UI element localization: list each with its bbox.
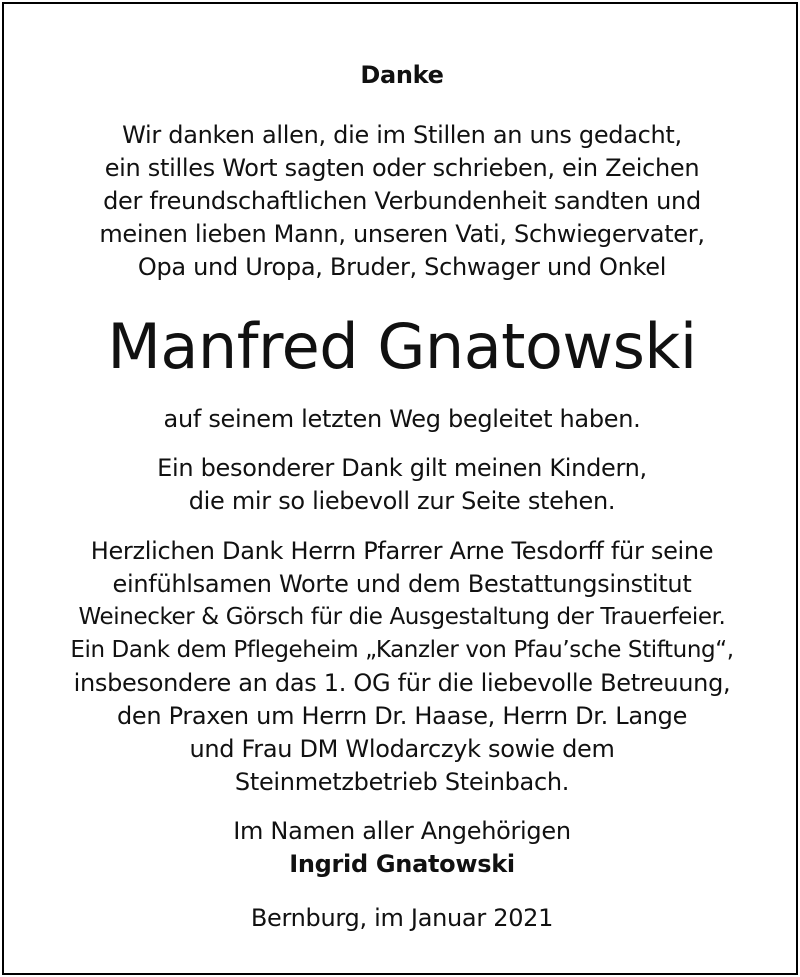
place-date: Bernburg, im Januar 2021 bbox=[250, 904, 554, 932]
thanks-line-8: Steinmetzbetrieb Steinbach. bbox=[234, 768, 570, 796]
deceased-name: Manfred Gnatowski bbox=[107, 310, 697, 383]
notice-border bbox=[2, 2, 798, 975]
signatory-name: Ingrid Gnatowski bbox=[289, 850, 515, 878]
thanks-line-7: und Frau DM Wlodarczyk sowie dem bbox=[189, 735, 615, 763]
thanks-line-5: insbesondere an das 1. OG für die liebevolle Betreuung, bbox=[73, 669, 731, 697]
on-behalf-line: Im Namen aller Angehörigen bbox=[233, 817, 571, 845]
thanks-line-3: Weinecker & Görsch für die Ausgestaltung der Trauerfeier. bbox=[78, 604, 726, 630]
intro-line-2: ein stilles Wort sagten oder schrieben, ein Zeichen bbox=[104, 154, 700, 182]
thanks-line-6: den Praxen um Herrn Dr. Haase, Herrn Dr. Lange bbox=[116, 702, 688, 730]
thanks-line-1: Herzlichen Dank Herrn Pfarrer Arne Tesdorff für seine bbox=[90, 537, 714, 565]
children-line-1: Ein besonderer Dank gilt meinen Kindern, bbox=[157, 454, 647, 482]
intro-line-1: Wir danken allen, die im Stillen an uns gedacht, bbox=[122, 121, 682, 149]
intro-line-3: der freundschaftlichen Verbundenheit sandten und bbox=[103, 187, 701, 215]
intro-line-4: meinen lieben Mann, unseren Vati, Schwiegervater, bbox=[99, 220, 705, 248]
children-line-2: die mir so liebevoll zur Seite stehen. bbox=[188, 487, 616, 515]
thanks-line-2: einfühlsamen Worte und dem Bestattungsinstitut bbox=[112, 570, 692, 598]
after-name-line: auf seinem letzten Weg begleitet haben. bbox=[163, 405, 641, 433]
thanks-line-4: Ein Dank dem Pflegeheim „Kanzler von Pfau’sche Stiftung“, bbox=[70, 637, 734, 663]
intro-line-5: Opa und Uropa, Bruder, Schwager und Onkel bbox=[137, 253, 667, 281]
notice-heading: Danke bbox=[360, 61, 444, 89]
